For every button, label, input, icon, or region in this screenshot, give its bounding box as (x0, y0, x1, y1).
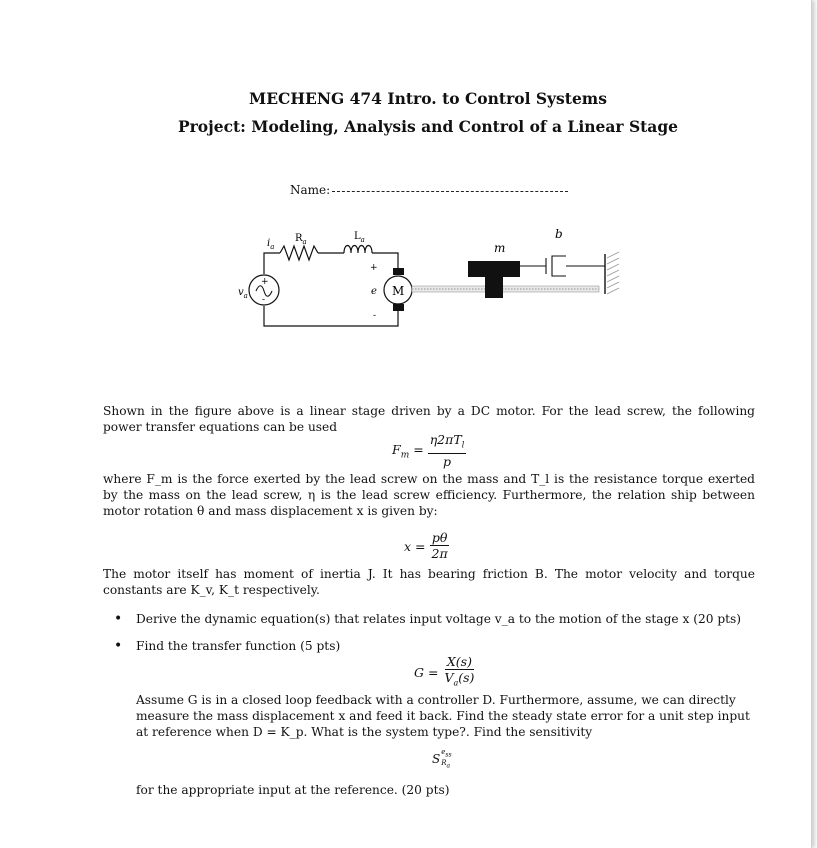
motor-label: M (392, 284, 405, 298)
motor-stage-diagram (230, 222, 630, 334)
damper-label: b (555, 227, 563, 241)
top-left-wire (264, 253, 280, 274)
displacement-equation (404, 530, 450, 562)
force-equation (392, 432, 466, 470)
task-derive-dynamics: Derive the dynamic equation(s) that relates input voltage v_a to the motion of the stage x (20 pts) (136, 612, 742, 626)
inductor-symbol (344, 246, 372, 254)
intro-paragraph: Shown in the figure above is a linear stage driven by a DC motor. For the lead screw, the following power transfer equations can be used (103, 404, 755, 434)
force-description: where F_m is the force exerted by the lead screw on the mass and T_l is the resistance torque exerted by the mass on the lead screw, η is the lead screw efficiency. Furthermore, the relation ship between motor rotation θ and mass displacement x is given by: (103, 472, 755, 518)
motor-brush-bottom (393, 304, 404, 311)
wall-hatch (607, 252, 619, 294)
damper-cylinder (552, 256, 566, 276)
motor-minus: - (373, 311, 377, 321)
mass-label: m (494, 241, 506, 255)
source-minus: - (262, 295, 266, 305)
motor-brush-top (393, 268, 404, 275)
sensitivity-expression: S $e_{ss}$ $R_a$ (432, 748, 452, 770)
resistor-symbol (280, 246, 318, 260)
task-transfer-function: Find the transfer function (5 pts) (136, 639, 341, 653)
displacement-fraction: $\frac{p\theta}{2\pi}$ (431, 530, 448, 561)
project-title: Project: Modeling, Analysis and Control of a Linear Stage (177, 117, 679, 136)
transfer-function-equation (414, 654, 476, 692)
mass-block-top (468, 261, 520, 277)
motor-description: The motor itself has moment of inertia J. It has bearing friction B. The motor velocity and torque constants are K_v, K_t respectively. (103, 567, 755, 597)
tf-fraction: $\frac{X(s)}{V_a(s)}$ (444, 654, 475, 688)
resistor-label: $R_a$ (295, 233, 307, 246)
mass-block-stem (485, 277, 503, 298)
inductor-label: $L_a$ (354, 231, 365, 244)
name-blank-line (332, 191, 568, 192)
name-label: Name: (290, 183, 331, 197)
closed-loop-paragraph: Assume G is in a closed loop feedback with a controller D. Furthermore, assume, we can directly measure the mass displacement x and feed it back. Find the steady state error for a unit step input at reference when D = K_p. What is the system type?. Find the sensitivity (136, 693, 750, 739)
motor-plus: + (370, 263, 378, 273)
force-lhs: $F_m$ = (392, 441, 424, 460)
course-title: MECHENG 474 Intro. to Control Systems (249, 89, 607, 108)
current-label: $i_a$ (267, 238, 275, 251)
back-emf-label: e (371, 286, 377, 297)
source-plus: + (261, 277, 269, 287)
tf-lhs: G = (414, 665, 439, 681)
force-fraction: $\frac{\eta 2\pi T_l}{p}$ (429, 432, 465, 469)
displacement-lhs: x = (404, 538, 426, 554)
name-field (290, 183, 568, 197)
source-label: $v_a$ (238, 287, 248, 300)
sensitivity-footer: for the appropriate input at the reference. (20 pts) (136, 783, 450, 797)
bottom-wire (264, 306, 398, 326)
